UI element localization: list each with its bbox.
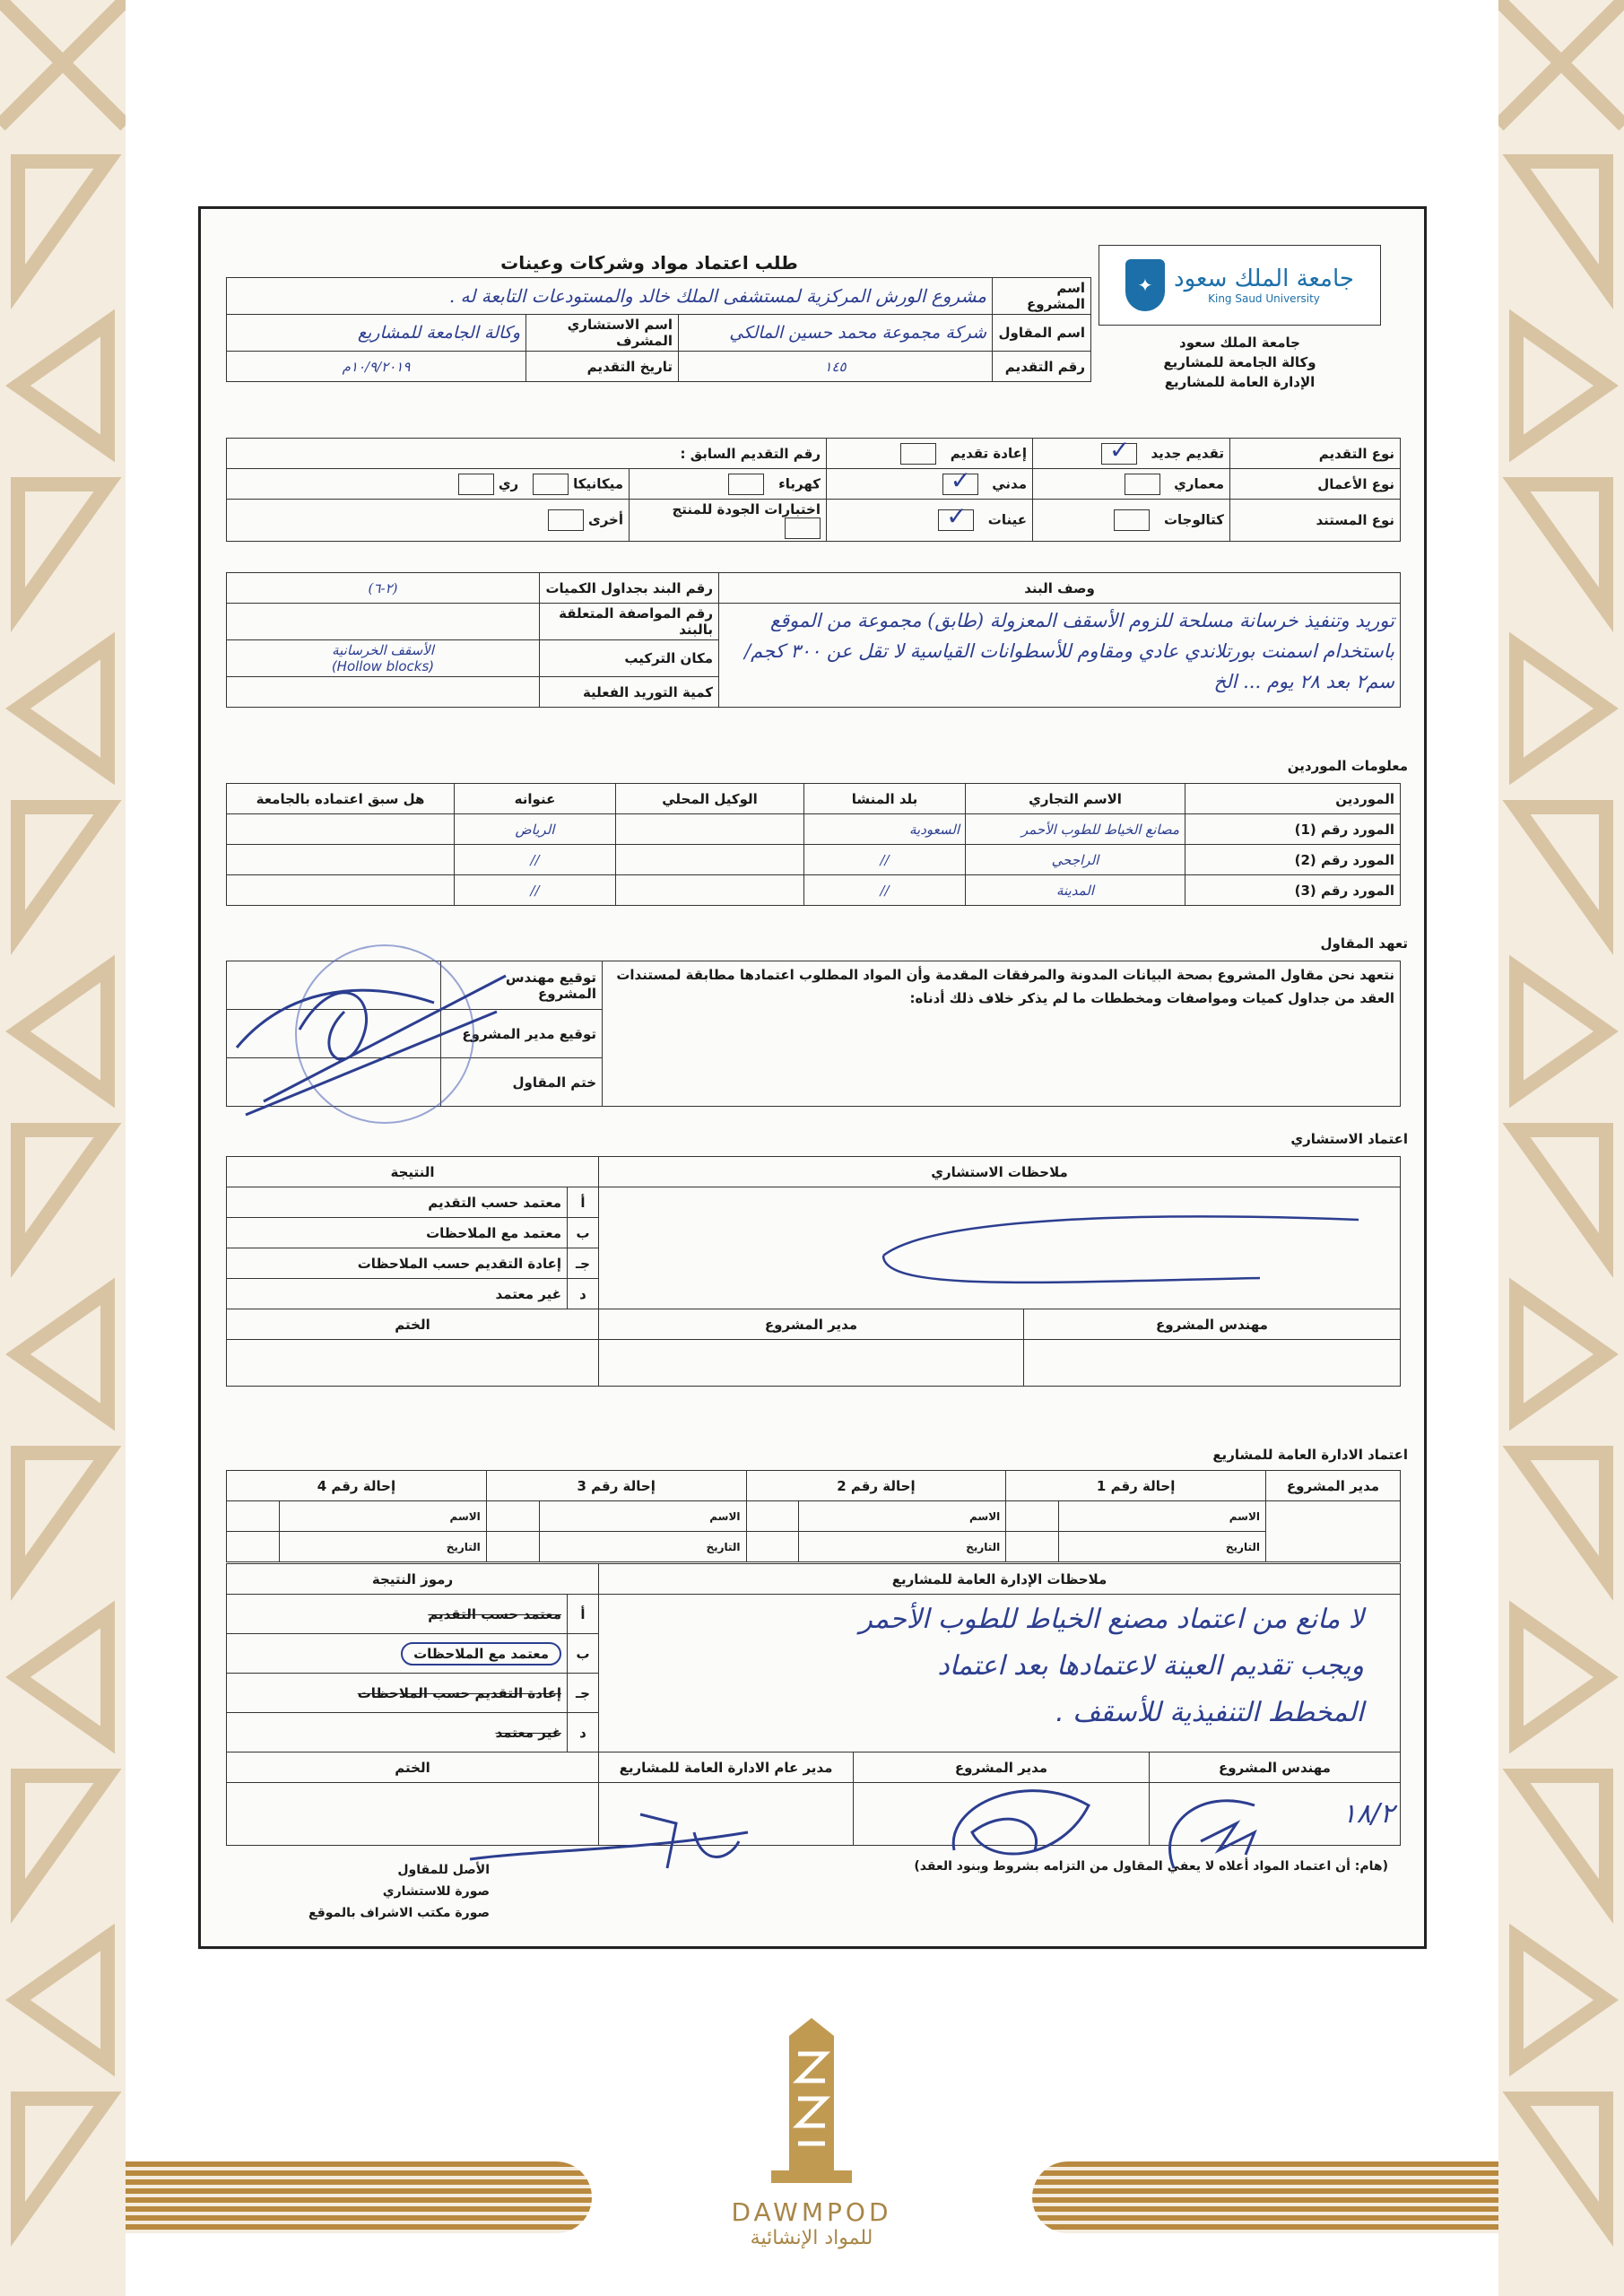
referral-4-name-field[interactable] (227, 1501, 280, 1532)
referral-2-name-field[interactable] (746, 1501, 799, 1532)
referral-1-date-field[interactable] (1006, 1532, 1059, 1562)
supplier-3-label: المورد رقم (3) (1185, 875, 1401, 906)
new-submission-label: تقديم جديد (1151, 445, 1224, 461)
engineer-signature-label: توقيع مهندس المشروع (441, 961, 603, 1010)
consultant-option-d-code: د (568, 1279, 599, 1309)
mgmt-option-d-code: د (568, 1713, 599, 1752)
supplier-2-origin: // (804, 845, 966, 875)
referral-3-name-label: الاسم (539, 1501, 746, 1532)
location-label: مكان التركيب (540, 640, 719, 677)
suppliers-header-address: عنوانه (455, 784, 616, 814)
other-label: أخرى (587, 511, 623, 528)
contractor-signature (228, 940, 524, 1128)
referral-2-name-label: الاسم (799, 1501, 1006, 1532)
mgmt-manager-label: مدير المشروع (854, 1752, 1150, 1783)
university-logo-arabic: جامعة الملك سعود (1174, 265, 1354, 292)
mgmt-option-b-text: معتمد مع الملاحظات (401, 1642, 561, 1665)
mgmt-engineer-label: مهندس المشروع (1150, 1752, 1401, 1783)
university-line-2: وكالة الجامعة للمشاريع (1163, 354, 1316, 370)
irrigation-checkbox[interactable] (458, 474, 494, 495)
table-row (227, 845, 1401, 875)
mgmt-gm-label: مدير عام الادارة العامة للمشاريع (599, 1752, 854, 1783)
referral-3-name-field[interactable] (486, 1501, 539, 1532)
consultant-engineer-field[interactable] (1024, 1340, 1401, 1387)
description-label: وصف البند (719, 573, 1401, 604)
referral-2-label: إحالة رقم 2 (746, 1471, 1006, 1501)
consultant-approval-table (226, 1156, 1401, 1387)
electrical-checkbox[interactable] (728, 474, 764, 495)
suppliers-header-agent: الوكيل المحلي (616, 784, 804, 814)
general-manager-signature (461, 1796, 757, 1877)
referral-3-label: إحالة رقم 3 (486, 1471, 746, 1501)
supplier-1-agent (616, 814, 804, 845)
consultant-notes-label: ملاحظات الاستشاري (599, 1157, 1401, 1187)
referral-1-label: إحالة رقم 1 (1006, 1471, 1266, 1501)
mechanical-checkbox[interactable] (533, 474, 569, 495)
supplier-3-address: // (455, 875, 616, 906)
referral-3-date-label: التاريخ (539, 1532, 746, 1562)
university-line-1: جامعة الملك سعود (1179, 335, 1300, 351)
form-disclaimer: (هام: أن اعتماد المواد أعلاه لا يعفي المقاول من التزامه بشروط وبنود العقد) (914, 1859, 1388, 1874)
consultant-label: اسم الاستشاري المشرف (526, 315, 679, 352)
brand-logo (708, 2018, 915, 2278)
supplier-3-agent (616, 875, 804, 906)
previous-submission-label: رقم التقديم السابق : (227, 439, 827, 469)
new-submission-checkbox[interactable] (1101, 443, 1137, 465)
architectural-label: معماري (1174, 475, 1224, 491)
consultant-option-c-text[interactable]: إعادة التقديم حسب الملاحظات (227, 1248, 568, 1279)
location-value-arabic: الأسقف الخرسانية (332, 642, 434, 658)
consultant-option-c-code: جـ (568, 1248, 599, 1279)
spec-label: رقم المواصفة المتعلقة بالبند (540, 604, 719, 640)
referral-2-date-field[interactable] (746, 1532, 799, 1562)
supplier-3-origin: // (804, 875, 966, 906)
document-type-label: نوع المستند (1230, 500, 1401, 542)
boq-item-value: (٢-٦) (227, 573, 540, 604)
mgmt-notes-label: ملاحظات الإدارة العامة للمشاريع (599, 1564, 1401, 1595)
suppliers-header-previously-approved: هل سبق اعتماده بالجامعة (227, 784, 455, 814)
right-decorative-border (1498, 0, 1624, 2296)
contractor-stamp-label: ختم المقاول (441, 1058, 603, 1107)
resubmission-checkbox[interactable] (900, 443, 936, 465)
referral-4-date-label: التاريخ (279, 1532, 486, 1562)
supplier-3-trade-name: المدينة (966, 875, 1185, 906)
catalogues-checkbox[interactable] (1114, 509, 1150, 531)
civil-checkbox[interactable] (942, 474, 978, 495)
supplier-1-origin: السعودية (804, 814, 966, 845)
mgmt-option-d-text[interactable]: غير معتمد (227, 1713, 568, 1752)
supplier-1-approved (227, 814, 455, 845)
mgmt-option-a-text[interactable]: معتمد حسب التقديم (227, 1595, 568, 1634)
consultant-result-label: النتيجة (227, 1157, 599, 1187)
project-name-label: اسم المشروع (993, 278, 1091, 315)
mgmt-option-c-text[interactable]: إعادة التقديم حسب الملاحظات (227, 1674, 568, 1713)
supplier-2-approved (227, 845, 455, 875)
resubmission-label: إعادة تقديم (950, 445, 1027, 461)
left-gold-bar (126, 2161, 592, 2233)
mgmt-notes-line-3: المخطط التنفيذية للأسقف . (1055, 1697, 1364, 1728)
mgmt-option-a-code: أ (568, 1595, 599, 1634)
quality-tests-label: اختبارات الجودة للمنتج (672, 501, 821, 517)
consultant-manager-label: مدير المشروع (599, 1309, 1024, 1340)
university-logo-english: King Saud University (1208, 292, 1320, 305)
consultant-manager-field[interactable] (599, 1340, 1024, 1387)
mgmt-result-codes-label: رموز النتيجة (227, 1564, 599, 1595)
supplier-2-trade-name: الراجحي (966, 845, 1185, 875)
copy-consultant: صورة للاستشاري (382, 1884, 491, 1899)
copy-distribution (308, 1859, 490, 1924)
consultant-value: وكالة الجامعة للمشاريع (227, 315, 526, 352)
submission-date-label: تاريخ التقديم (526, 352, 679, 382)
boq-item-label: رقم البند بجداول الكميات (540, 573, 719, 604)
submission-number-value: ١٤٥ (679, 352, 993, 382)
suppliers-header-supplier: الموردين (1185, 784, 1401, 814)
suppliers-section-label: معلومات الموردين (1287, 758, 1408, 774)
consultant-approval-section-label: اعتماد الاستشاري (1290, 1131, 1408, 1147)
supplier-1-address: الرياض (455, 814, 616, 845)
suppliers-header-trade-name: الاسم التجاري (966, 784, 1185, 814)
catalogues-label: كتالوجات (1163, 511, 1224, 528)
quality-tests-checkbox[interactable] (785, 517, 821, 539)
referral-1-date-label: التاريخ (1059, 1532, 1266, 1562)
consultant-stamp-label: الختم (227, 1309, 599, 1340)
referral-1-name-field[interactable] (1006, 1501, 1059, 1532)
referral-3-date-field[interactable] (486, 1532, 539, 1562)
referral-2-date-label: التاريخ (799, 1532, 1006, 1562)
referral-4-date-field[interactable] (227, 1532, 280, 1562)
consultant-option-d-text[interactable]: غير معتمد (227, 1279, 568, 1309)
mechanical-label: ميكانيكا (573, 475, 623, 491)
referrals-table (226, 1470, 1401, 1562)
manager-signature-label: توقيع مدير المشروع (441, 1010, 603, 1058)
consultant-option-b-text[interactable]: معتمد مع الملاحظات (227, 1218, 568, 1248)
submission-number-label: رقم التقديم (993, 352, 1091, 382)
mgmt-project-manager-label: مدير المشروع (1266, 1471, 1401, 1501)
contractor-value: شركة مجموعة محمد حسين المالكي (679, 315, 993, 352)
supplier-3-approved (227, 875, 455, 906)
mgmt-option-b-cell[interactable] (227, 1634, 568, 1674)
contractor-label: اسم المقاول (993, 315, 1091, 352)
consultant-notes-scribble (856, 1193, 1394, 1300)
submission-type-label: نوع التقديم (1230, 439, 1401, 469)
management-approval-section-label: اعتماد الادارة العامة للمشاريع (1212, 1447, 1408, 1463)
works-type-label: نوع الأعمال (1230, 469, 1401, 500)
form-title: طلب اعتماد مواد وشركات وعينات (500, 252, 798, 274)
item-table (226, 572, 1401, 708)
consultant-stamp-field[interactable] (227, 1340, 599, 1387)
approval-request-form (198, 206, 1427, 1949)
suppliers-header-origin: بلد المنشا (804, 784, 966, 814)
mgmt-engineer-date: ١٨/٢ (1342, 1798, 1394, 1830)
mgmt-option-b-code: ب (568, 1634, 599, 1674)
left-decorative-border (0, 0, 126, 2296)
suppliers-table (226, 783, 1401, 906)
supplier-2-agent (616, 845, 804, 875)
consultant-option-a-code: أ (568, 1187, 599, 1218)
table-row (227, 814, 1401, 845)
university-header (1099, 245, 1381, 392)
electrical-label: كهرباء (778, 475, 821, 491)
logo-arabic-text: للمواد الإنشائية (750, 2227, 873, 2249)
supplier-1-trade-name: مصانع الخياط للطوب الأحمر (966, 814, 1185, 845)
copy-site-office: صورة مكتب الاشراف بالموقع (308, 1906, 491, 1920)
consultant-option-b-code: ب (568, 1218, 599, 1248)
palm-emblem-icon: ✦ (1125, 259, 1165, 311)
consultant-engineer-label: مهندس المشروع (1024, 1309, 1401, 1340)
contractor-pledge-section-label: تعهد المقاول (1320, 935, 1408, 952)
civil-label: مدني (992, 475, 1027, 491)
header-table (226, 277, 1091, 382)
types-table (226, 438, 1401, 542)
table-row (227, 875, 1401, 906)
mgmt-notes-field[interactable] (599, 1595, 1401, 1752)
copy-contractor: الأصل للمقاول (397, 1863, 491, 1877)
architectural-checkbox[interactable] (1125, 474, 1160, 495)
samples-checkbox[interactable] (938, 509, 974, 531)
other-checkbox[interactable] (548, 509, 584, 531)
contractor-pledge-text: نتعهد نحن مقاول المشروع بصحة البيانات المدونة والمرفقات المقدمة وأن المواد المطلوب اعتمادها مطابقة لمستندات العقد من جداول كميات ومواصفات ومخططات ما لم يذكر خلاف ذلك أدناه: (603, 961, 1401, 1107)
referral-1-name-label: الاسم (1059, 1501, 1266, 1532)
mgmt-stamp-label: الختم (227, 1752, 599, 1783)
tower-logo-icon (762, 2018, 861, 2188)
submission-date-value: ١٠/٩/٢٠١٩م (227, 352, 526, 382)
project-name-value: مشروع الورش المركزية لمستشفى الملك خالد والمستودعات التابعة له . (227, 278, 993, 315)
quantity-label: كمية التوريد الفعلية (540, 677, 719, 708)
supplier-2-label: المورد رقم (2) (1185, 845, 1401, 875)
quantity-value (227, 677, 540, 708)
irrigation-label: ري (498, 475, 519, 491)
spec-value (227, 604, 540, 640)
supplier-1-label: المورد رقم (1) (1185, 814, 1401, 845)
supplier-2-address: // (455, 845, 616, 875)
mgmt-option-c-code: جـ (568, 1674, 599, 1713)
logo-latin-text: DAWMPOD (731, 2197, 892, 2227)
right-gold-bar (1032, 2161, 1498, 2233)
university-logo (1099, 245, 1381, 326)
mgmt-notes-line-2: ويجب تقديم العينة لاعتمادها بعد اعتماد (937, 1650, 1364, 1682)
location-value-english: (Hollow blocks) (331, 658, 435, 674)
mgmt-notes-line-1: لا مانع من اعتماد مصنع الخياط للطوب الأحمر (859, 1604, 1364, 1635)
university-line-3: الإدارة العامة للمشاريع (1164, 374, 1316, 390)
description-value: توريد وتنفيذ خرسانة مسلحة للزوم الأسقف المعزولة (طابق) مجموعة من الموقع باستخدام اسمنت بورتلاندي عادي ومقاوم للأسطوانات القياسية لا تقل عن ٣٠٠ كجم/سم٢ بعد ٢٨ يوم ... الخ (719, 604, 1401, 708)
consultant-option-a-text[interactable]: معتمد حسب التقديم (227, 1187, 568, 1218)
consultant-notes-field[interactable] (599, 1187, 1401, 1309)
referral-4-name-label: الاسم (279, 1501, 486, 1532)
samples-label: عينات (987, 511, 1027, 528)
referral-4-label: إحالة رقم 4 (227, 1471, 487, 1501)
